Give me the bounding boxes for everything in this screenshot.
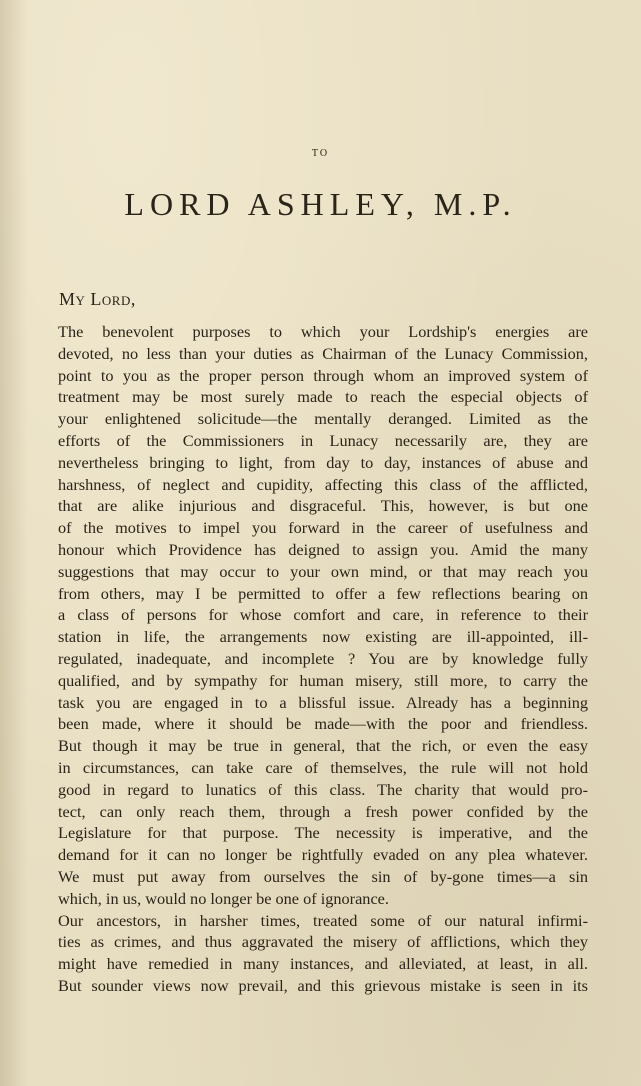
text-line: regulated, inadequate, and incomplete ? You are by knowledge fully [58,648,588,668]
text-line: point to you as the proper person through whom an improved system of [58,365,588,385]
dedication-to: TO [311,148,330,159]
text-line: The benevolent purposes to which your Lordship's energies are [58,322,588,341]
text-line: qualified, and by sympathy for human misery, still more, to carry the [58,670,588,690]
text-line: suggestions that may occur to your own mind, or that may reach you [58,561,588,581]
letter-body [58,321,588,997]
text-line: demand for it can no longer be rightfully evaded on any plea whatever. [58,845,588,865]
text-line: Legislature for that purpose. The necessity is imperative, and the [58,823,588,843]
text-line: treatment may be most surely made to reach the especial objects of [58,387,588,407]
text-line: your enlightened solicitude—the mentally deranged. Limited as the [58,409,588,429]
text-line: But though it may be true in general, that the rich, or even the easy [58,736,588,756]
text-line: which, in us, would no longer be one of ignorance. [58,888,389,908]
text-line: We must put away from ourselves the sin of by-gone times—a sin [58,866,588,886]
text-line: ties as crimes, and thus aggravated the misery of afflictions, which they [58,932,588,952]
text-line: task you are engaged in to a blissful issue. Already has a beginning [58,692,588,712]
text-line: in circumstances, can take care of themselves, the rule will not hold [58,757,588,777]
text-line: But sounder views now prevail, and this grievous mistake is seen in its [58,975,588,995]
text-line: efforts of the Commissioners in Lunacy necessarily are, they are [58,430,588,450]
text-line: good in regard to lunatics of this class. The charity that would pro- [58,779,588,799]
page-edge-shadow [0,0,28,1086]
text-line: of the motives to impel you forward in the career of usefulness and [58,518,588,538]
text-line: honour which Providence has deigned to assign you. Amid the many [58,539,588,559]
text-line: tect, can only reach them, through a fresh power confided by the [58,801,588,821]
text-line: Our ancestors, in harsher times, treated some of our natural infirmi- [58,910,588,930]
text-line: station in life, the arrangements now existing are ill-appointed, ill- [58,627,588,647]
text-line: from others, may I be permitted to offer a few reflections bearing on [58,583,588,603]
text-line: been made, where it should be made—with the poor and friendless. [58,714,588,734]
text-line: that are alike injurious and disgraceful. This, however, is but one [58,496,588,516]
text-line: might have remedied in many instances, and alleviated, at least, in all. [58,954,588,974]
text-line: harshness, of neglect and cupidity, affecting this class of the afflicted, [58,474,588,494]
dedication-name: LORD ASHLEY, M.P. [124,186,517,222]
text-line: devoted, no less than your duties as Chairman of the Lunacy Commission, [58,343,588,363]
salutation: My Lord, [59,289,136,309]
text-line: nevertheless bringing to light, from day to day, instances of abuse and [58,452,588,472]
text-line: a class of persons for whose comfort and care, in reference to their [58,605,588,625]
